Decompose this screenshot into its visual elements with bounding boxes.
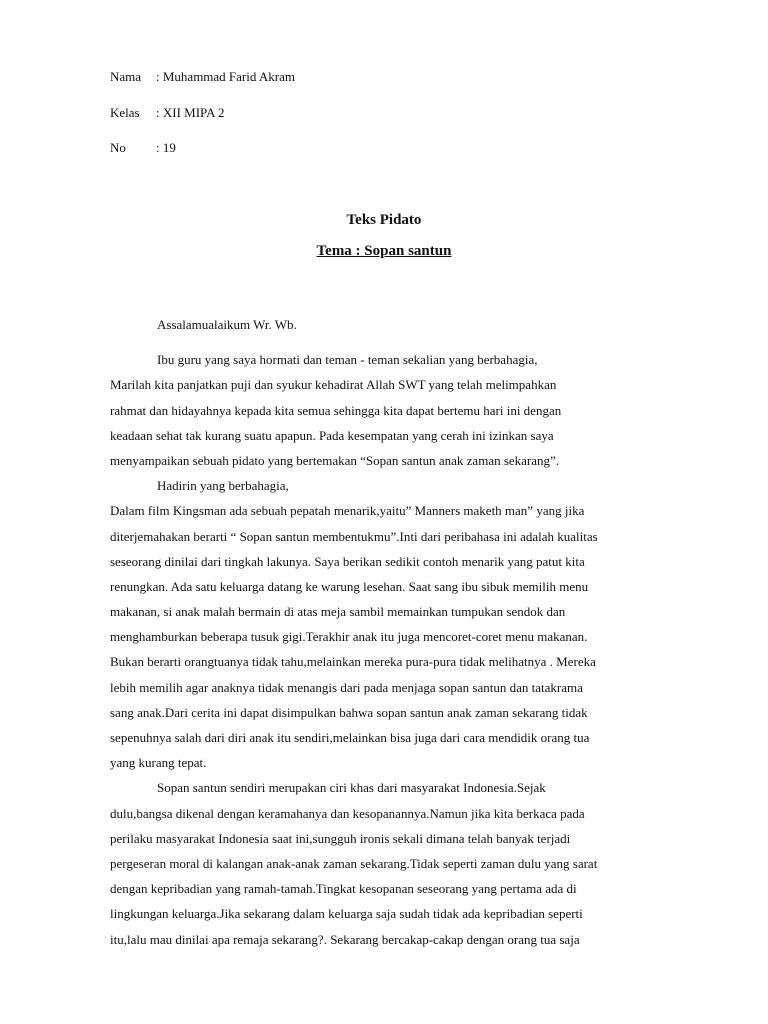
text-line: Ibu guru yang saya hormati dan teman - teman sekalian yang berbahagia, xyxy=(157,352,538,368)
text-line: lebih memilih agar anaknya tidak menangis dari pada menjaga sopan santun dan tatakrama xyxy=(110,679,583,695)
number-value: : 19 xyxy=(156,140,176,155)
class-value: : XII MIPA 2 xyxy=(156,105,225,120)
text-line: lingkungan keluarga.Jika sekarang dalam keluarga saja sudah tidak ada kepribadian seperti xyxy=(110,906,583,922)
text-line: dulu,bangsa dikenal dengan keramahanya dan kesopanannya.Namun jika kita berkaca pada xyxy=(110,805,585,821)
text-line: yang kurang tepat. xyxy=(110,755,207,771)
document-theme: Tema : Sopan santun xyxy=(316,243,452,259)
text-line: menyampaikan sebuah pidato yang bertemakan “Sopan santun anak zaman sekarang”. xyxy=(110,452,560,468)
text-line: Marilah kita panjatkan puji dan syukur kehadirat Allah SWT yang telah melimpahkan xyxy=(110,377,557,393)
text-line: renungkan. Ada satu keluarga datang ke warung lesehan. Saat sang ibu sibuk memilih menu xyxy=(110,578,589,594)
text-line: itu,lalu mau dinilai apa remaja sekarang?. Sekarang bercakap-cakap dengan orang tua saja xyxy=(110,931,580,947)
name-value: : Muhammad Farid Akram xyxy=(156,69,296,84)
number-row xyxy=(110,140,176,156)
text-line: perilaku masyarakat Indonesia saat ini,sungguh ironis sekali dimana telah banyak terjadi xyxy=(110,830,571,846)
text-line: menghamburkan beberapa tusuk gigi.Terakhir anak itu juga mencoret-coret menu makanan. xyxy=(110,629,588,645)
paragraph-gap xyxy=(110,337,700,347)
text-line: Bukan berarti orangtuanya tidak tahu,melainkan mereka pura-pura tidak melihatnya . Mereka xyxy=(110,654,596,670)
text-line: pergeseran moral di kalangan anak-anak zaman sekarang.Tidak seperti zaman dulu yang sarat xyxy=(110,855,598,871)
class-row xyxy=(110,105,225,121)
text-line: sang anak.Dari cerita ini dapat disimpulkan bahwa sopan santun anak zaman sekarang tidak xyxy=(110,704,588,720)
document-title: Teks Pidato xyxy=(346,212,422,228)
number-label: No xyxy=(110,140,126,155)
text-line: Dalam film Kingsman ada sebuah pepatah menarik,yaitu” Manners maketh man” yang jika xyxy=(110,503,585,519)
text-line: Hadirin yang berbahagia, xyxy=(157,478,289,494)
name-label: Nama xyxy=(110,69,142,84)
text-line: Sopan santun sendiri merupakan ciri khas dari masyarakat Indonesia.Sejak xyxy=(157,780,546,796)
speech-body xyxy=(110,312,700,952)
text-line: makanan, si anak malah bermain di atas meja sambil memainkan tumpukan sendok dan xyxy=(110,604,566,620)
text-line: rahmat dan hidayahnya kepada kita semua sehingga kita dapat bertemu hari ini dengan xyxy=(110,402,562,418)
class-label: Kelas xyxy=(110,105,140,120)
text-line: sepenuhnya salah dari diri anak itu sendiri,melainkan bisa juga dari cara mendidik orang tua xyxy=(110,730,590,745)
name-row xyxy=(110,69,295,85)
text-line: keadaan sehat tak kurang suatu apapun. Pada kesempatan yang cerah ini izinkan saya xyxy=(110,427,554,443)
text-line: Assalamualaikum Wr. Wb. xyxy=(157,317,297,332)
text-line: seseorang dinilai dari tingkah lakunya. Saya berikan sedikit contoh menarik yang patut kita xyxy=(110,553,585,569)
text-line: diterjemahakan berarti “ Sopan santun membentukmu”.Inti dari peribahasa ini adalah kualitas xyxy=(110,528,598,544)
text-line: dengan kepribadian yang ramah-tamah.Tingkat kesopanan seseorang yang pertama ada di xyxy=(110,881,577,897)
